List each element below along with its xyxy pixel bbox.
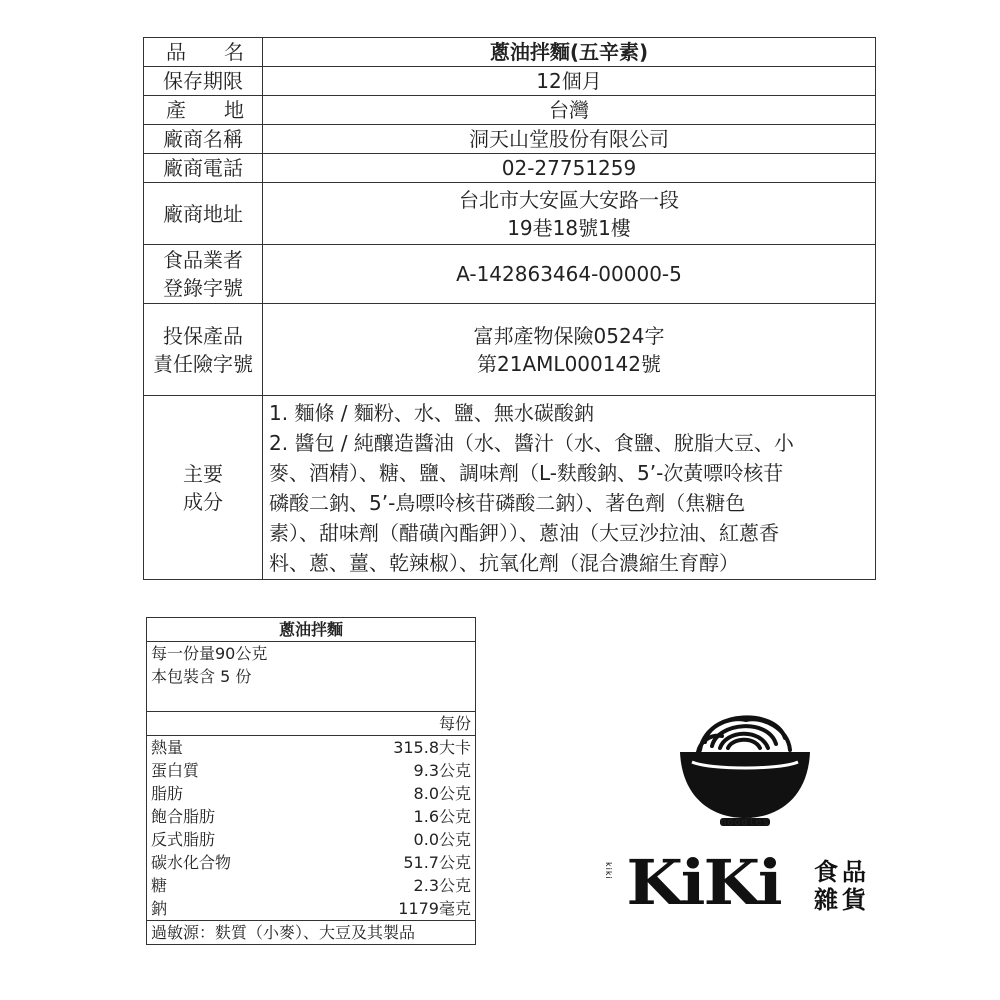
label-line: 投保產品	[163, 323, 243, 348]
product-info-table	[143, 37, 876, 580]
nutrient-row	[147, 828, 476, 851]
label-line: 主要	[183, 461, 223, 486]
bowl-caption: noodles	[720, 817, 770, 828]
ingredient-line: 2. 醬包 / 純釀造醬油（水、醬汁（水、食鹽、脫脂大豆、小	[269, 431, 794, 455]
per-serving-header: 每份	[147, 712, 476, 736]
nutrient-name: 蛋白質	[151, 761, 200, 780]
brand-subtitle	[814, 858, 870, 914]
value-phone: 02-27751259	[263, 154, 876, 183]
brand-sub-line-1: 食品	[814, 858, 870, 886]
nutrient-name: 熱量	[151, 738, 184, 757]
value-origin: 台灣	[263, 96, 876, 125]
label-char: 產	[166, 98, 186, 122]
nutrient-row	[147, 759, 476, 782]
label-line: 責任險字號	[153, 351, 253, 376]
label-line: 登錄字號	[163, 276, 243, 300]
label-shelf-life: 保存期限	[144, 67, 263, 96]
address-line-1: 台北市大安區大安路一段	[459, 187, 679, 212]
label-line: 成分	[183, 489, 223, 514]
insurance-line-2: 第21AML000142號	[477, 351, 661, 376]
nutrient-row	[147, 851, 476, 874]
nutrient-amount: 9.3公克	[413, 761, 471, 780]
nutrient-name: 飽合脂肪	[151, 807, 216, 826]
nutrient-name: 鈉	[151, 899, 168, 918]
spacer	[151, 688, 471, 711]
nutrient-amount: 1.6公克	[413, 807, 471, 826]
brand-side-text: kiki	[604, 862, 613, 880]
serving-size	[147, 642, 476, 712]
nutrient-amount: 8.0公克	[413, 784, 471, 803]
nutrient-row	[147, 897, 476, 921]
label-address: 廠商地址	[144, 183, 263, 245]
label-char: 地	[224, 98, 244, 122]
nutrient-row	[147, 805, 476, 828]
nutrient-row	[147, 736, 476, 760]
nutrient-row	[147, 874, 476, 897]
label-origin	[144, 96, 263, 125]
label-product-name	[144, 38, 263, 67]
nutrient-row	[147, 782, 476, 805]
label-insurance	[144, 304, 263, 396]
insurance-line-1: 富邦產物保險0524字	[473, 323, 665, 348]
ingredient-line: 麥、酒精）、糖、鹽、調味劑（L-麩酸鈉、5’-次黃嘌呤核苷	[269, 461, 784, 485]
value-registration: A-142863464-00000-5	[263, 245, 876, 304]
value-ingredients	[263, 396, 876, 580]
label-line: 食品業者	[163, 248, 243, 272]
nutrient-amount: 51.7公克	[403, 853, 471, 872]
address-line-2: 19巷18號1樓	[507, 215, 631, 240]
nutrient-amount: 0.0公克	[413, 830, 471, 849]
label-phone: 廠商電話	[144, 154, 263, 183]
nutrient-amount: 2.3公克	[413, 876, 471, 895]
brand-logo-word: KiKi	[626, 846, 781, 919]
nutrition-title: 蔥油拌麵	[147, 618, 476, 642]
value-product-name: 蔥油拌麵(五辛素)	[263, 38, 876, 67]
value-address	[263, 183, 876, 245]
nutrient-name: 碳水化合物	[151, 853, 232, 872]
label-ingredients	[144, 396, 263, 580]
nutrient-amount: 315.8大卡	[393, 738, 471, 757]
value-shelf-life: 12個月	[263, 67, 876, 96]
ingredient-line: 料、蔥、薑、乾辣椒）、抗氧化劑（混合濃縮生育醇）	[269, 551, 739, 575]
value-insurance	[263, 304, 876, 396]
nutrient-amount: 1179毫克	[398, 899, 471, 918]
value-manufacturer: 洞天山堂股份有限公司	[263, 125, 876, 154]
allergen-note: 過敏源：麩質（小麥）、大豆及其製品	[147, 921, 476, 945]
nutrient-name: 糖	[151, 876, 168, 895]
label-char: 名	[224, 40, 244, 64]
label-registration	[144, 245, 263, 304]
serving-size-text: 每一份量90公克	[151, 644, 268, 663]
ingredient-line: 磷酸二鈉、5’-鳥嘌呤核苷磷酸二鈉）、著色劑（焦糖色	[269, 491, 746, 515]
nutrition-table	[146, 617, 476, 945]
nutrient-name: 反式脂肪	[151, 830, 216, 849]
brand-sub-line-2: 雜貨	[814, 886, 870, 914]
nutrient-name: 脂肪	[151, 784, 184, 803]
ingredient-line: 1. 麵條 / 麵粉、水、鹽、無水碳酸鈉	[269, 401, 594, 425]
ingredient-line: 素）、甜味劑（醋磺內酯鉀））、蔥油（大豆沙拉油、紅蔥香	[269, 521, 779, 545]
label-char: 品	[166, 40, 186, 64]
servings-text: 本包裝含 5 份	[151, 667, 252, 686]
label-manufacturer: 廠商名稱	[144, 125, 263, 154]
